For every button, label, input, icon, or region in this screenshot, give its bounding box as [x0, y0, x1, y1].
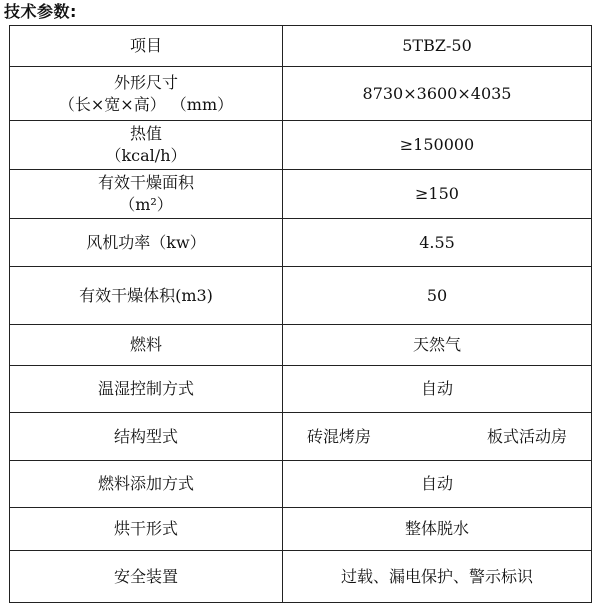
- section-heading: 技术参数:: [4, 2, 77, 21]
- value-line: 8730×3600×4035: [362, 83, 512, 103]
- row-value: [283, 551, 592, 603]
- label-line: 有效干燥面积: [97, 173, 194, 192]
- row-label: [10, 26, 283, 67]
- row-value: [283, 170, 592, 219]
- value-line: 过载、漏电保护、警示标识: [340, 566, 533, 586]
- row-value: [283, 325, 592, 366]
- row-value: [283, 267, 592, 325]
- table-row: [10, 325, 592, 366]
- label-line: （m²）: [119, 195, 173, 214]
- table-row: [10, 267, 592, 325]
- row-value: [283, 461, 592, 508]
- table-row: [10, 366, 592, 413]
- row-value: [283, 67, 592, 121]
- table-row: [10, 413, 592, 461]
- row-label: [10, 551, 283, 603]
- row-label: [10, 413, 283, 461]
- label-line: 风机功率（kw）: [86, 232, 206, 252]
- value-option: 板式活动房: [486, 426, 567, 446]
- row-value: [283, 366, 592, 413]
- value-line: 4.55: [419, 232, 455, 252]
- table-row: [10, 461, 592, 508]
- row-label: [10, 219, 283, 267]
- table-row: [10, 121, 592, 170]
- row-label: [10, 267, 283, 325]
- label-line: 温湿控制方式: [97, 379, 194, 398]
- value-line: ≥150: [415, 184, 459, 203]
- row-label: [10, 461, 283, 508]
- row-value: [283, 26, 592, 67]
- label-line: 有效干燥体积(m3): [79, 285, 213, 305]
- row-label: [10, 508, 283, 551]
- value-line: 天然气: [412, 335, 461, 354]
- label-line: 燃料: [129, 335, 162, 354]
- spec-table: [9, 25, 592, 603]
- table-row: [10, 508, 592, 551]
- table-row: [10, 219, 592, 267]
- value-option: 砖混烤房: [307, 426, 372, 446]
- value-line: 自动: [420, 474, 453, 493]
- row-label: [10, 366, 283, 413]
- row-label: [10, 121, 283, 170]
- value-line: 5TBZ-50: [402, 36, 472, 55]
- label-line: 结构型式: [113, 426, 178, 446]
- row-label: [10, 325, 283, 366]
- row-value: [283, 219, 592, 267]
- table-row: [10, 170, 592, 219]
- row-label: [10, 170, 283, 219]
- label-line: 外形尺寸: [113, 72, 178, 92]
- label-line: 燃料添加方式: [97, 474, 194, 493]
- value-line: ≥150000: [399, 135, 475, 154]
- table-row: [10, 551, 592, 603]
- label-line: 安全装置: [113, 566, 178, 586]
- row-label: [10, 67, 283, 121]
- label-line: （kcal/h）: [105, 146, 187, 165]
- table-row: [10, 26, 592, 67]
- label-line: 项目: [129, 36, 162, 55]
- value-split: [283, 426, 591, 448]
- label-line: 烘干形式: [113, 519, 178, 538]
- label-line: （长×宽×高） （mm）: [58, 94, 234, 114]
- value-line: 自动: [420, 379, 453, 398]
- value-line: 整体脱水: [404, 519, 469, 538]
- row-value: [283, 413, 592, 461]
- row-value: [283, 121, 592, 170]
- label-line: 热值: [129, 124, 162, 143]
- row-value: [283, 508, 592, 551]
- value-line: 50: [426, 285, 448, 305]
- table-row: [10, 67, 592, 121]
